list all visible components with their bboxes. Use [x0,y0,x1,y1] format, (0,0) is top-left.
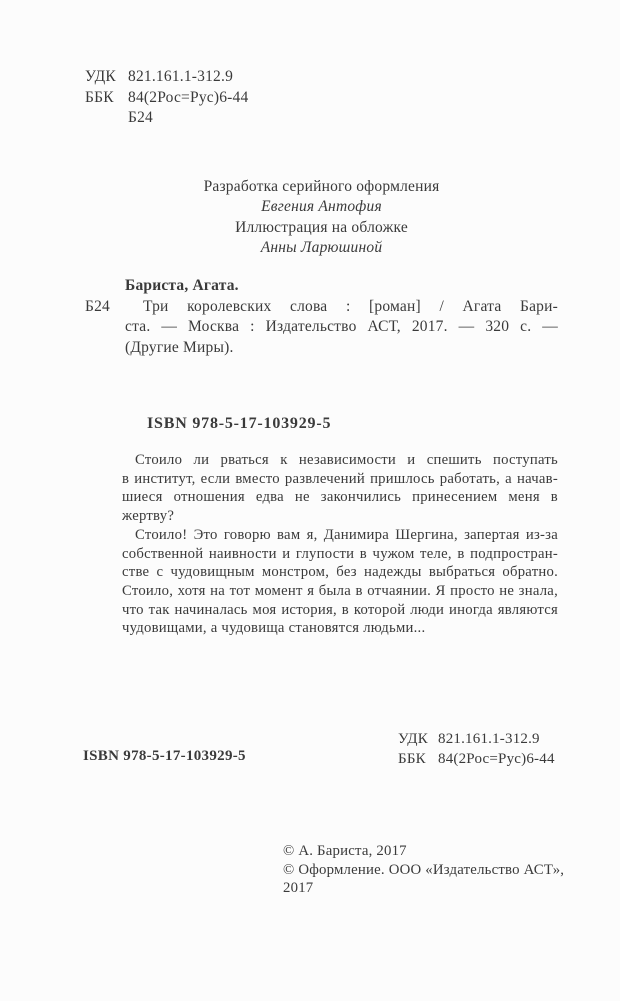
annotation-line: собственной наивности и глупости в чужом теле, в подпростран- [122,545,558,562]
udk-row [85,67,248,88]
catalog-line: Три королевских слова : [роман] / Агата Бари- [143,297,558,315]
series-designer-name: Евгения Антофия [261,198,382,216]
bbk-label-bottom: ББК [398,751,426,767]
udk-row-bottom [398,729,555,749]
bbk-value: 84(2Рос=Рус)6-44 [128,88,249,106]
catalog-entry [85,276,558,358]
annotation-line: Стоило, хотя на тот момент я была в отчаянии. Я просто не знала, [122,582,558,599]
annotation-line: шиеся отношения едва не закончились принесением меня в жертву? [122,489,558,525]
series-design-caption: Разработка серийного оформления [203,178,440,195]
author-sign-row [85,108,248,129]
author-sign-label [85,108,128,129]
udk-label-bottom: УДК [398,731,428,747]
cover-illustration-caption: Иллюстрация на обложке [235,218,408,236]
bbk-row-bottom [398,749,555,769]
annotation-line: в институт, если вместо развлечений пришлось работать, а начав- [122,470,558,487]
udk-value: 821.161.1-312.9 [128,68,234,85]
catalog-entry-code: Б24 [85,297,111,315]
bbk-label: ББК [85,88,114,106]
annotation-line: стве с чудовищным монстром, без надежды выбраться обратно. [122,564,558,581]
isbn-bottom: ISBN 978-5-17-103929-5 [83,748,246,764]
annotation-line: чудовищами, а чудовища становятся людьми... [122,620,426,637]
catalog-line: (Другие Миры). [125,338,234,356]
udk-value-bottom: 821.161.1-312.9 [438,731,540,747]
catalog-line: ста. — Москва : Издательство АСТ, 2017. — 320 с. — [125,318,558,336]
annotation-line: Стоило ли рваться к независимости и спешить поступать [135,452,558,468]
isbn-main: ISBN 978-5-17-103929-5 [147,415,332,432]
annotation-line: что так начиналась моя история, в которой люди иногда являются [122,601,558,618]
annotation-block [122,451,558,638]
copyright-author-line: © А. Бариста, 2017 [283,843,407,859]
annotation-line: Стоило! Это говорю вам я, Данимира Шергина, запертая из-за [135,526,558,543]
annotation-paragraph [122,526,558,638]
author-sign-value: Б24 [128,109,154,126]
bbk-value-bottom: 84(2Рос=Рус)6-44 [438,751,555,767]
copyright-publisher-year: 2017 [283,880,314,897]
catalog-author-heading: Бариста, Агата. [125,277,239,294]
bottom-classification-codes [398,729,555,769]
udk-label: УДК [85,68,116,85]
copyright-block [283,842,583,898]
top-classification-codes [85,67,248,129]
catalog-entry-text [125,297,558,359]
catalog-entry-body [85,297,558,359]
design-credits [85,177,558,258]
annotation-paragraph [122,451,558,526]
cover-illustrator-name: Анны Ларюшиной [260,238,383,256]
copyright-publisher-line: © Оформление. ООО «Издательство АСТ», [283,861,565,878]
bbk-row [85,88,248,109]
